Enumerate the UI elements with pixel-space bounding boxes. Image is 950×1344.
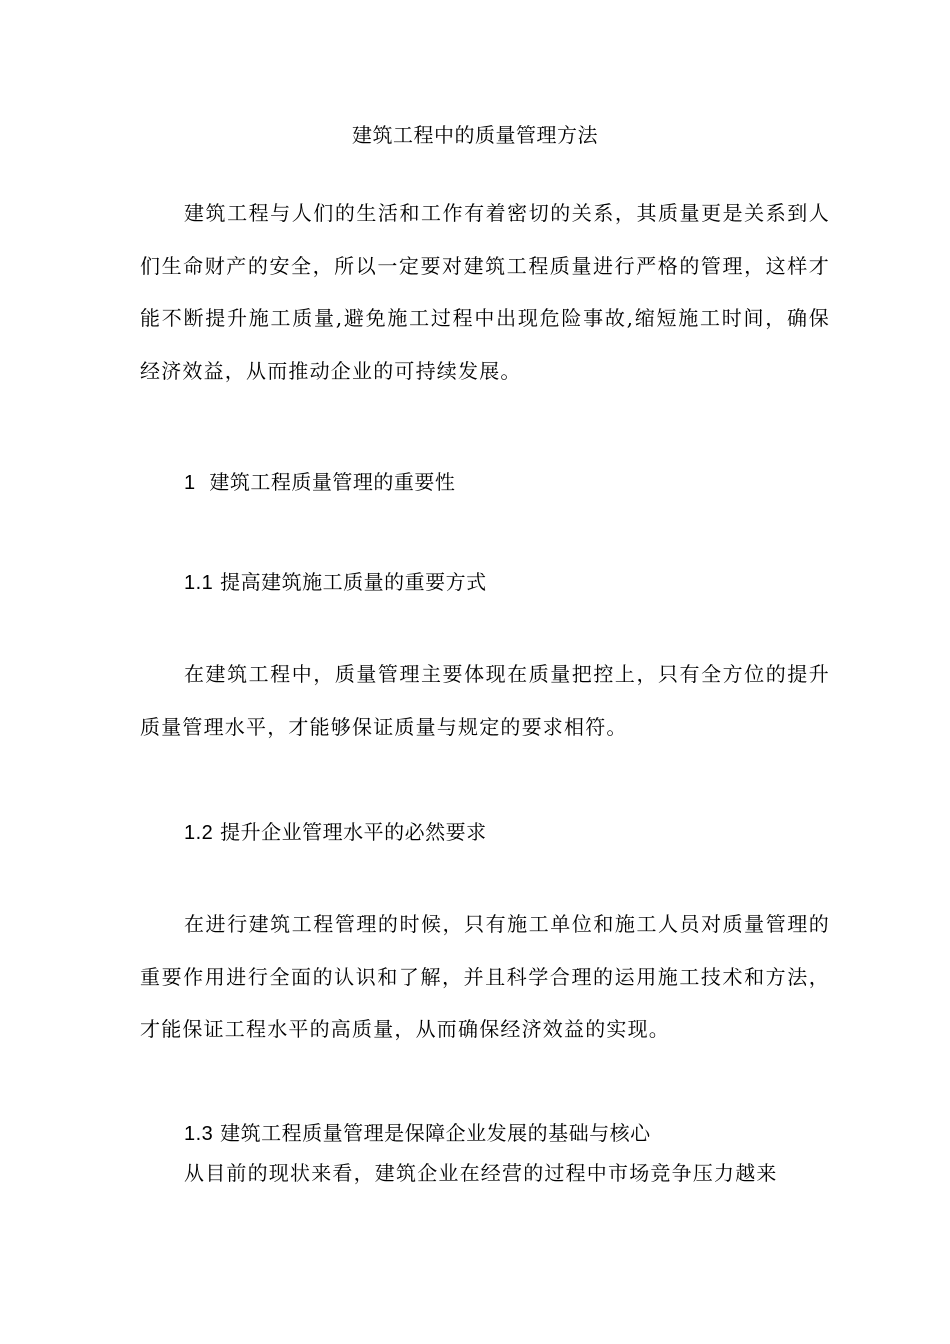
section-1-1-body: 在建筑工程中，质量管理主要体现在质量把控上，只有全方位的提升质量管理水平，才能够保证质量与规定的要求相符。 — [140, 662, 830, 739]
section-1-2-heading — [184, 817, 824, 848]
section-1-1-number: 1.1 — [184, 572, 214, 594]
section-1-3-heading — [184, 1118, 824, 1149]
section-1-heading — [184, 467, 824, 498]
section-1-2-number: 1.2 — [184, 822, 214, 844]
section-1-3-title: 建筑工程质量管理是保障企业发展的基础与核心 — [220, 1121, 651, 1145]
section-1-3-body: 从目前的现状来看，建筑企业在经营的过程中市场竞争压力越来 — [184, 1161, 778, 1185]
section-1-2-title: 提升企业管理水平的必然要求 — [220, 820, 487, 844]
section-1-2-body: 在进行建筑工程管理的时候，只有施工单位和施工人员对质量管理的重要作用进行全面的认识和了解，并且科学合理的运用施工技术和方法，才能保证工程水平的高质量，从而确保经济效益的实现。 — [140, 912, 830, 1041]
section-1-3-number: 1.3 — [184, 1123, 214, 1145]
document-title: 建筑工程中的质量管理方法 — [352, 123, 598, 147]
section-1-number: 1 — [184, 472, 196, 494]
section-1-1-title: 提高建筑施工质量的重要方式 — [220, 570, 487, 594]
section-1-title: 建筑工程质量管理的重要性 — [209, 470, 456, 494]
section-1-1-heading — [184, 567, 824, 598]
intro-paragraph: 建筑工程与人们的生活和工作有着密切的关系，其质量更是关系到人们生命财产的安全，所以一定要对建筑工程质量进行严格的管理，这样才能不断提升施工质量,避免施工过程中出现危险事故,缩短施工时间，确保经济效益，从而推动企业的可持续发展。 — [140, 201, 830, 383]
